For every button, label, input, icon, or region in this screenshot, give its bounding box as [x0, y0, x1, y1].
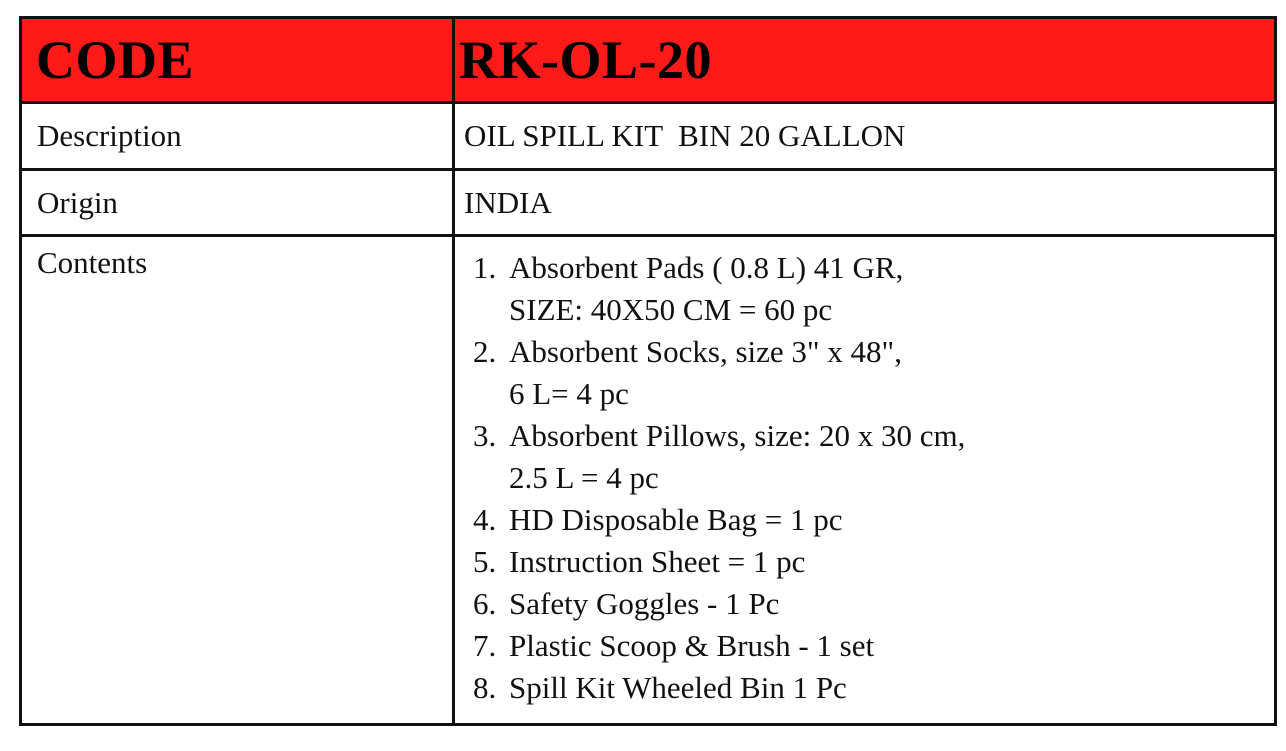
origin-row [21, 170, 1276, 236]
item-text: Absorbent Pads ( 0.8 L) 41 GR, [509, 250, 904, 285]
item-text: Absorbent Pillows, size: 20 x 30 cm, [509, 418, 966, 453]
code-value: RK-OL-20 [459, 30, 712, 90]
item-number: 6. [473, 586, 497, 621]
list-item [473, 625, 1274, 667]
item-text: Instruction Sheet = 1 pc [509, 544, 806, 579]
item-continuation: SIZE: 40X50 CM = 60 pc [509, 292, 833, 327]
item-number: 4. [473, 502, 497, 537]
list-item [473, 541, 1274, 583]
spec-table [19, 16, 1277, 726]
list-item [473, 331, 1274, 415]
origin-value: INDIA [464, 185, 552, 220]
list-item [473, 499, 1274, 541]
contents-list [455, 237, 1274, 709]
code-label: CODE [36, 30, 195, 90]
description-label: Description [37, 118, 182, 153]
origin-label: Origin [37, 185, 118, 220]
item-continuation: 2.5 L = 4 pc [509, 460, 659, 495]
item-number: 7. [473, 628, 497, 663]
item-text: Spill Kit Wheeled Bin 1 Pc [509, 670, 847, 705]
item-text: Plastic Scoop & Brush - 1 set [509, 628, 875, 663]
list-item [473, 247, 1274, 331]
item-text: Safety Goggles - 1 Pc [509, 586, 780, 621]
item-number: 3. [473, 418, 497, 453]
item-text: Absorbent Socks, size 3" x 48", [509, 334, 902, 369]
item-continuation: 6 L= 4 pc [509, 376, 629, 411]
item-number: 1. [473, 250, 497, 285]
item-number: 2. [473, 334, 497, 369]
code-value-cell [454, 18, 1276, 103]
contents-label: Contents [37, 245, 148, 280]
list-item [473, 667, 1274, 709]
code-header-row [21, 18, 1276, 103]
list-item [473, 583, 1274, 625]
description-value: OIL SPILL KIT BIN 20 GALLON [464, 118, 906, 153]
item-number: 5. [473, 544, 497, 579]
code-label-cell [21, 18, 454, 103]
list-item [473, 415, 1274, 499]
contents-row [21, 236, 1276, 725]
item-number: 8. [473, 670, 497, 705]
item-text: HD Disposable Bag = 1 pc [509, 502, 843, 537]
description-row [21, 103, 1276, 170]
